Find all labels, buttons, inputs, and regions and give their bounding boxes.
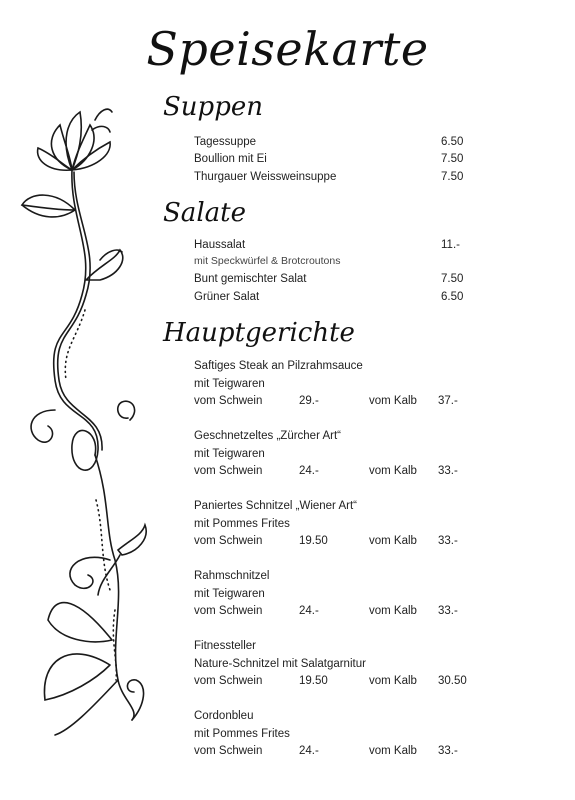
list-item: Thurgauer Weissweinsuppe [194,171,337,183]
floral-vine-icon [0,80,160,740]
dish-option-label: vom Schwein [194,395,263,407]
list-item: Tagessuppe [194,136,257,148]
dish-option-price: 24.- [299,605,319,617]
dish-option-label: vom Schwein [194,745,263,757]
page-title: Speisekarte [146,22,429,76]
dish-option-label: vom Schwein [194,535,263,547]
item-price: 6.50 [441,291,464,303]
dish-option-price: 19.50 [299,675,328,687]
dish-side: mit Teigwaren [194,378,265,390]
dish-side: mit Teigwaren [194,448,265,460]
dish-option-price: 29.- [299,395,319,407]
dish-side: mit Teigwaren [194,588,265,600]
list-item: Bunt gemischter Salat [194,273,307,285]
list-item: Grüner Salat [194,291,260,303]
list-item: Boullion mit Ei [194,153,267,165]
dish-option-price: 24.- [299,745,319,757]
dish-option-label: vom Kalb [369,535,417,547]
dish-option-label: vom Schwein [194,605,263,617]
item-price: 11.- [441,239,460,251]
dish-option-label: vom Schwein [194,675,263,687]
item-price: 6.50 [441,136,464,148]
dish-name: Geschnetzeltes „Zürcher Art“ [194,430,341,442]
dish-option-price: 37.- [438,395,458,407]
dish-option-price: 33.- [438,535,458,547]
dish-option-label: vom Kalb [369,745,417,757]
dish-name: Paniertes Schnitzel „Wiener Art“ [194,500,357,512]
section-title-suppen: Suppen [163,92,263,122]
dish-option-price: 19.50 [299,535,328,547]
dish-name: Rahmschnitzel [194,570,270,582]
section-title-hauptgerichte: Hauptgerichte [163,318,355,348]
list-item: Haussalat [194,239,246,251]
dish-option-price: 30.50 [438,675,467,687]
dish-option-label: vom Kalb [369,675,417,687]
item-note: mit Speckwürfel & Brotcroutons [194,255,341,267]
dish-option-label: vom Kalb [369,605,417,617]
dish-option-price: 33.- [438,465,458,477]
dish-name: Saftiges Steak an Pilzrahmsauce [194,360,363,372]
dish-side: mit Pommes Frites [194,518,290,530]
item-price: 7.50 [441,171,464,183]
dish-option-price: 33.- [438,745,458,757]
dish-option-price: 24.- [299,465,319,477]
dish-option-price: 33.- [438,605,458,617]
dish-option-label: vom Kalb [369,465,417,477]
dish-name: Cordonbleu [194,710,254,722]
section-title-salate: Salate [163,198,246,228]
dish-side: mit Pommes Frites [194,728,290,740]
dish-option-label: vom Kalb [369,395,417,407]
dish-option-label: vom Schwein [194,465,263,477]
item-price: 7.50 [441,153,464,165]
dish-name: Fitnessteller [194,640,256,652]
dish-side: Nature-Schnitzel mit Salatgarnitur [194,658,366,670]
item-price: 7.50 [441,273,464,285]
